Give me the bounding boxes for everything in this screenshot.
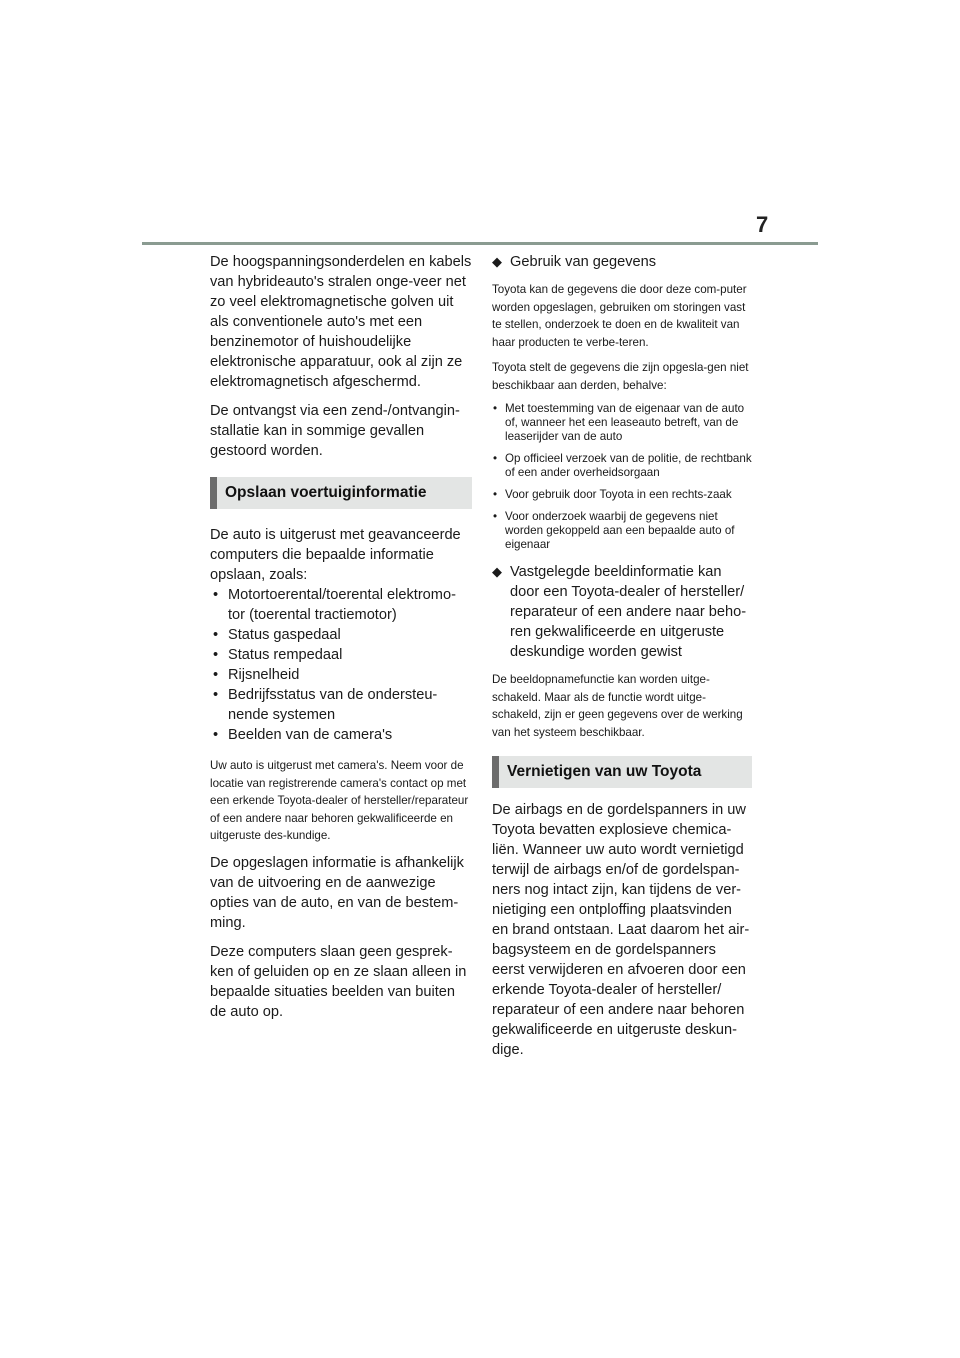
list-item: • Op officieel verzoek van de politie, de rechtbank of een ander overheidsorgaan bbox=[492, 452, 752, 480]
camera-note: Uw auto is uitgerust met camera's. Neem voor de locatie van registrerende camera's contact op met een erkende Toyota-dealer of hersteller/reparateur of een andere naar behoren gekwalificeerde en uitgeruste des-kundige. bbox=[210, 759, 469, 842]
data-use-paragraph-1: Toyota kan de gegevens die door deze com-puter worden opgeslagen, gebruiken om storingen vast te stellen, onderzoek te doen en de kwaliteit van haar producten te verbe-teren. bbox=[492, 283, 747, 349]
subheading-data-use bbox=[492, 252, 752, 272]
section-heading-disposal: Vernietigen van uw Toyota bbox=[492, 756, 752, 788]
intro-paragraph-1: De hoogspanningsonderdelen en kabels van hybrideauto's stralen onge-veer net zo veel elektromagnetische golven uit als conventionele auto's met een benzinemotor of huishoudelijke elektronische apparatuur, ook al zijn ze elektromagnetisch afgeschermd. bbox=[210, 254, 472, 390]
exceptions-list bbox=[492, 402, 752, 552]
list-item: • Beelden van de camera's bbox=[210, 725, 472, 745]
list-item: • Status rempedaal bbox=[210, 645, 472, 665]
paragraph-3: De opgeslagen informatie is afhankelijk van de uitvoering en de aanwezige opties van de auto, en van de bestem-ming. bbox=[210, 854, 464, 931]
diamond-bullet-icon: ◆ bbox=[492, 254, 502, 269]
image-info-paragraph: De beeldopnamefunctie kan worden uitge-schakeld. Maar als de functie wordt uitge-schakeld, zijn er geen gegevens over de werking van het systeem beschikbaar. bbox=[492, 673, 743, 739]
data-use-paragraph-2: Toyota stelt de gegevens die zijn opgesla-gen niet beschikbaar aan derden, behalve: bbox=[492, 361, 749, 392]
header-rule bbox=[142, 242, 818, 245]
page-number: 7 bbox=[756, 212, 769, 237]
list-item: • Bedrijfsstatus van de ondersteu-nende systemen bbox=[210, 685, 472, 725]
left-column bbox=[210, 252, 472, 1031]
list-item: • Motortoerental/toerental elektromo-tor (toerental tractiemotor) bbox=[210, 585, 472, 625]
list-item: • Voor onderzoek waarbij de gegevens niet worden gekoppeld aan een bepaalde auto of eigenaar bbox=[492, 510, 752, 552]
diamond-bullet-icon: ◆ bbox=[492, 564, 502, 579]
subheading-text: Vastgelegde beeldinformatie kan door een Toyota-dealer of hersteller/ reparateur of een andere naar beho-ren gekwalificeerde en uitgeruste deskundige worden gewist bbox=[510, 564, 747, 660]
paragraph-4: Deze computers slaan geen gesprek-ken of geluiden op en ze slaan alleen in bepaalde situaties beelden van buiten de auto op. bbox=[210, 943, 467, 1020]
list-item: • Voor gebruik door Toyota in een rechts-zaak bbox=[492, 488, 752, 502]
list-item: • Rijsnelheid bbox=[210, 665, 472, 685]
stored-info-list bbox=[210, 585, 472, 745]
list-item: • Status gaspedaal bbox=[210, 625, 472, 645]
section-heading-vehicle-info: Opslaan voertuiginformatie bbox=[210, 477, 472, 509]
section-intro: De auto is uitgerust met geavanceerde computers die bepaalde informatie opslaan, zoals: bbox=[210, 527, 461, 583]
subheading-text: Gebruik van gegevens bbox=[510, 254, 657, 270]
intro-paragraph-2: De ontvangst via een zend-/ontvangin-stallatie kan in sommige gevallen gestoord worden. bbox=[210, 403, 460, 459]
right-column bbox=[492, 252, 752, 1069]
subheading-image-info bbox=[492, 562, 752, 662]
list-item: • Met toestemming van de eigenaar van de auto of, wanneer het een leaseauto betreft, van de leaserijder van de auto bbox=[492, 402, 752, 444]
disposal-paragraph: De airbags en de gordelspanners in uw Toyota bevatten explosieve chemica-liën. Wanneer uw auto wordt vernietigd terwijl de airbags en/of de gordelspan-ners nog intact zijn, kan tijdens de ver-nietiging een ontploffing plaatsvinden en brand ontstaan. Laat daarom het air-bagsysteem en de gordelspanners eerst verwijderen en afvoeren door een erkende Toyota-dealer of hersteller/ reparateur of een andere naar behoren gekwalificeerde en uitgeruste deskun-dige. bbox=[492, 802, 750, 1058]
